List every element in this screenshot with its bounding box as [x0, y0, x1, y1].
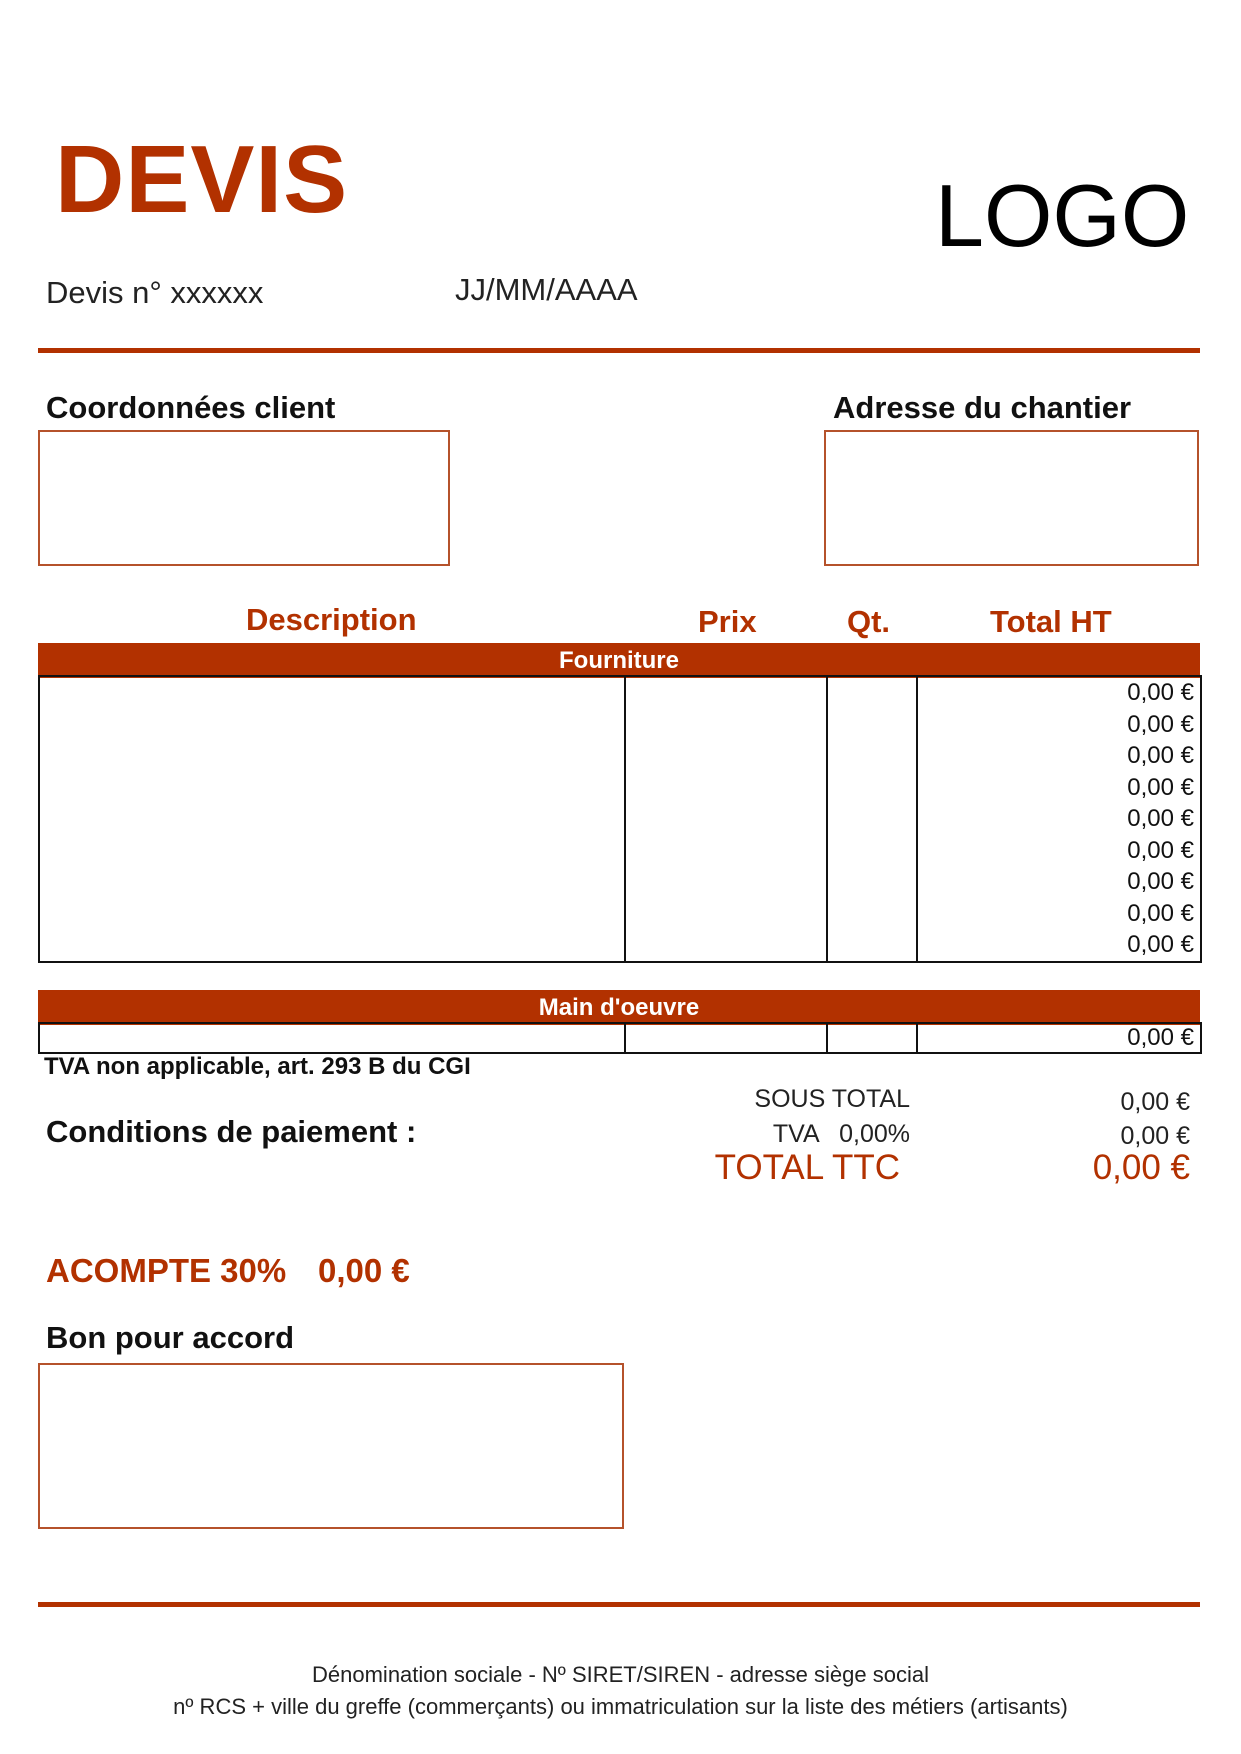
table-row: [39, 1023, 1201, 1053]
amount-value: 0,00 €: [1127, 679, 1194, 706]
column-header-qt: Qt.: [847, 604, 891, 639]
main-oeuvre-table: [38, 1022, 1202, 1054]
chantier-section-title: Adresse du chantier: [833, 390, 1132, 425]
acompte-label: ACOMPTE 30%: [46, 1252, 287, 1289]
tva-value: 0,00 €: [1120, 1122, 1190, 1150]
client-section-title: Coordonnées client: [46, 390, 336, 425]
amount-value: 0,00 €: [1127, 710, 1194, 738]
bon-pour-accord-title: Bon pour accord: [46, 1320, 295, 1355]
tva-label: TVA 0,00%: [772, 1120, 910, 1148]
devis-date: JJ/MM/AAAA: [455, 272, 638, 307]
chantier-box[interactable]: [824, 430, 1199, 566]
fourniture-band: Fourniture: [38, 643, 1200, 678]
description-cell[interactable]: [39, 676, 625, 962]
footer-line-2: nº RCS + ville du greffe (commerçants) ou immatriculation sur la liste des métiers (artisants): [173, 1694, 1068, 1719]
footer-line-1: Dénomination sociale - Nº SIRET/SIREN - adresse siège social: [312, 1662, 929, 1687]
client-box[interactable]: [38, 430, 450, 566]
amount-value: 0,00 €: [1127, 868, 1194, 895]
amount-value: 0,00 €: [1127, 836, 1194, 864]
total-cell: [917, 1023, 1201, 1053]
total-ttc-value: 0,00 €: [1092, 1148, 1190, 1187]
amount-value: 0,00 €: [1127, 742, 1194, 769]
fourniture-table: [38, 675, 1202, 963]
signature-box[interactable]: [38, 1363, 624, 1529]
amount-value: 0,00 €: [1127, 1024, 1194, 1051]
sous-total-value: 0,00 €: [1120, 1088, 1190, 1116]
sous-total-label: SOUS TOTAL: [754, 1085, 910, 1113]
top-divider: [38, 348, 1200, 353]
table-row: [39, 676, 1201, 962]
column-header-prix: Prix: [698, 604, 757, 639]
document-title: DEVIS: [55, 126, 349, 233]
amount-value: 0,00 €: [1127, 773, 1194, 801]
amount-value: 0,00 €: [1127, 805, 1194, 832]
tva-note: TVA non applicable, art. 293 B du CGI: [44, 1053, 471, 1080]
qt-cell[interactable]: [827, 1023, 917, 1053]
payment-conditions-title: Conditions de paiement :: [46, 1114, 417, 1149]
column-header-total: Total HT: [990, 604, 1112, 639]
column-header-description: Description: [246, 602, 417, 637]
devis-number: Devis n° xxxxxx: [46, 275, 264, 310]
acompte-value: 0,00 €: [318, 1252, 410, 1289]
total-cell: [917, 676, 1201, 962]
main-oeuvre-band: Main d'oeuvre: [38, 990, 1200, 1025]
prix-cell[interactable]: [625, 1023, 827, 1053]
qt-cell[interactable]: [827, 676, 917, 962]
bottom-divider: [38, 1602, 1200, 1607]
description-cell[interactable]: [39, 1023, 625, 1053]
amount-value: 0,00 €: [1127, 931, 1194, 958]
amount-value: 0,00 €: [1127, 899, 1194, 927]
total-ttc-label: TOTAL TTC: [714, 1148, 900, 1187]
prix-cell[interactable]: [625, 676, 827, 962]
logo-placeholder: LOGO: [935, 166, 1190, 265]
